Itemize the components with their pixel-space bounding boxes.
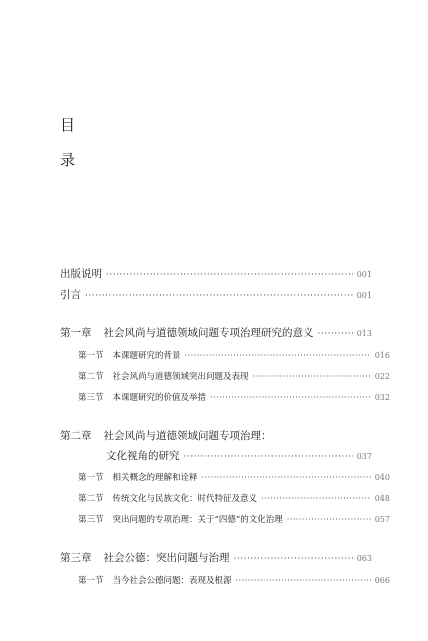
section-title: 本课题研究的价值及举措 [112, 393, 207, 403]
toc-entry-introduction[interactable] [60, 287, 372, 302]
toc-entry-label [60, 325, 314, 340]
section-number: 第一节 [78, 576, 104, 586]
toc-page-number: 022 [374, 372, 390, 381]
toc-entry-label [78, 492, 257, 504]
toc-page-number: 048 [374, 494, 390, 503]
toc-leader-dots [236, 576, 371, 585]
section-title: 突出问题的专项治理：关于“四德”的文化治理 [112, 515, 283, 525]
toc-page-number: 063 [356, 554, 372, 563]
toc-leader-dots [234, 554, 353, 564]
toc-entry-title: 出版说明 [60, 268, 102, 280]
toc-entry-label [60, 428, 272, 443]
chapter-number: 第二章 [60, 430, 92, 442]
toc-entry-ch1-sec2[interactable] [60, 370, 390, 382]
toc-page-number: 057 [374, 515, 390, 524]
toc-leader-dots [210, 393, 371, 402]
toc-leader-dots [287, 515, 371, 524]
toc-entry-label [78, 574, 232, 586]
toc-leader-dots [318, 329, 353, 339]
toc-leader-dots [253, 372, 371, 381]
section-number: 第二节 [78, 372, 104, 382]
toc-entry-ch1-sec3[interactable] [60, 391, 390, 403]
toc-entry-ch1-sec1[interactable] [60, 349, 390, 361]
toc-page-number: 001 [356, 291, 372, 300]
toc-leader-dots [85, 291, 353, 301]
toc-entry-chapter-3[interactable] [60, 550, 372, 565]
toc-entry-ch2-sec3[interactable] [60, 513, 390, 525]
chapter-title: 社会风尚与道德领域问题专项治理： [103, 430, 272, 442]
toc-entry-label [78, 349, 181, 361]
toc-page-number: 040 [374, 473, 390, 482]
section-number: 第一节 [78, 351, 104, 361]
toc-entry-ch2-sec2[interactable] [60, 492, 390, 504]
toc-page-number: 013 [356, 329, 372, 338]
toc-leader-dots [184, 452, 353, 462]
toc-leader-dots [202, 473, 371, 482]
toc-entry-ch2-sec1[interactable] [60, 471, 390, 483]
section-title: 社会风尚与道德领域突出问题及表现 [112, 372, 249, 382]
section-number: 第三节 [78, 515, 104, 525]
toc-entry-chapter-2-continued[interactable] [60, 448, 372, 463]
chapter-title: 社会风尚与道德领域问题专项治理研究的意义 [103, 327, 314, 339]
chapter-number: 第一章 [60, 327, 92, 339]
toc-page-number: 001 [356, 270, 372, 279]
toc-page-number: 037 [356, 452, 372, 461]
toc-leader-dots [185, 351, 371, 360]
toc-page-number: 032 [374, 393, 390, 402]
toc-entry-label [78, 391, 206, 403]
toc-page-number: 016 [374, 351, 390, 360]
section-number: 第一节 [78, 473, 104, 483]
toc-entry-chapter-1[interactable] [60, 325, 372, 340]
toc-entry-label [78, 471, 198, 483]
section-number: 第三节 [78, 393, 104, 403]
chapter-title: 社会公德：突出问题与治理 [103, 552, 230, 564]
toc-heading-char-2: 录 [60, 151, 76, 169]
chapter-title-continued: 文化视角的研究 [106, 450, 180, 462]
toc-entry-chapter-2[interactable] [60, 428, 372, 443]
toc-entry-publication-note[interactable] [60, 266, 372, 281]
toc-entry-label [78, 513, 283, 525]
toc-heading-char-1: 目 [60, 116, 76, 134]
toc-entry-label [60, 550, 230, 565]
toc-leader-dots [106, 270, 353, 280]
section-title: 相关概念的理解和诠释 [112, 473, 198, 483]
chapter-number: 第三章 [60, 552, 92, 564]
toc-entry-label [78, 370, 249, 382]
toc-entry-ch3-sec1[interactable] [60, 574, 390, 586]
section-title: 当今社会公德问题：表现及根源 [112, 576, 232, 586]
toc-leader-dots [261, 494, 371, 503]
section-title: 本课题研究的背景 [112, 351, 181, 361]
section-title: 传统文化与民族文化：时代特征及意义 [112, 494, 258, 504]
toc-entry-title: 引言 [60, 289, 81, 301]
toc-page-number: 066 [374, 576, 390, 585]
section-number: 第二节 [78, 494, 104, 504]
